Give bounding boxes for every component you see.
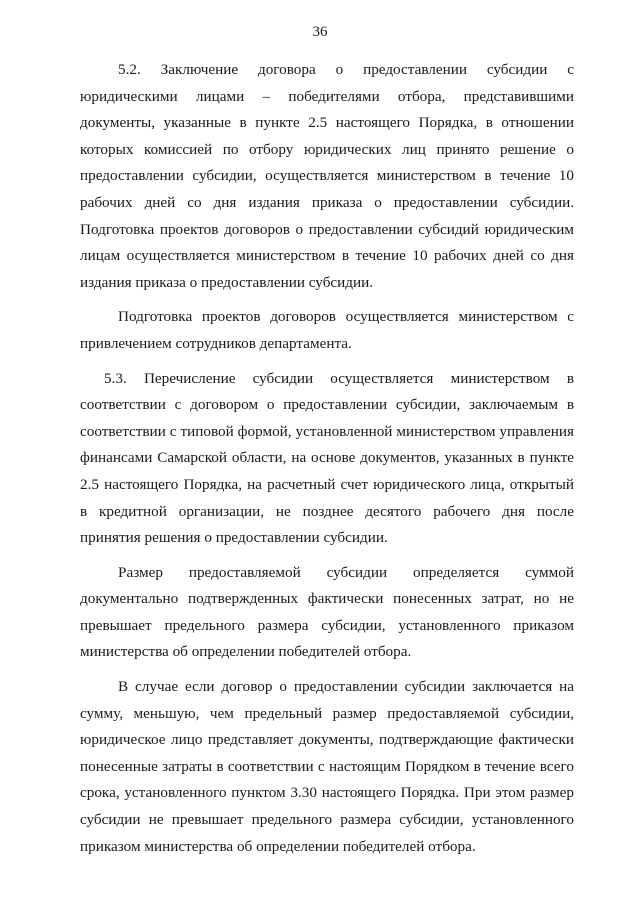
paragraph-lesser-amount: В случае если договор о предоставлении субсидии заключается на сумму, меньшую, чем предельный размер предоставляемой субсидии, юридическое лицо представляет документы, подтверждающие фактически понесенные затраты в соответствии с настоящим Порядком в течение всего срока, установленного пунктом 3.30 настоящего Порядка. При этом размер субсидии не превышает предельного размера субсидии, установленного приказом министерства об определении победителей отбора. (80, 678, 574, 855)
paragraph-5-2: 5.2. Заключение договора о предоставлении субсидии с юридическими лицами – победителями отбора, представившими документы, указанные в пункте 2.5 настоящего Порядка, в отношении которых комиссией по отбору юридических лиц принято решение о предоставлении субсидии, осуществляется министерством в течение 10 рабочих дней со дня издания приказа о предоставлении субсидии. Подготовка проектов договоров о предоставлении субсидий юридическим лицам осуществляется министерством в течение 10 рабочих дней со дня издания приказа о предоставлении субсидии. (80, 61, 574, 291)
document-body (80, 57, 574, 868)
paragraph-5-3: 5.3. Перечисление субсидии осуществляется министерством в соответствии с договором о предоставлении субсидии, заключаемым в соответствии с типовой формой, установленной министерством управления финансами Самарской области, на основе документов, указанных в пункте 2.5 настоящего Порядка, на расчетный счет юридического лица, открытый в кредитной организации, не позднее десятого рабочего дня после принятия решения о предоставлении субсидии. (80, 369, 574, 547)
page-number: 36 (312, 24, 328, 40)
paragraph-subsidy-amount: Размер предоставляемой субсидии определяется суммой документально подтвержденных фактически понесенных затрат, но не превышает предельного размера субсидии, установленного приказом министерства об определении победителей отбора. (80, 563, 574, 661)
paragraph-preparation: Подготовка проектов договоров осуществляется министерством с привлечением сотрудников департамента. (80, 308, 574, 352)
